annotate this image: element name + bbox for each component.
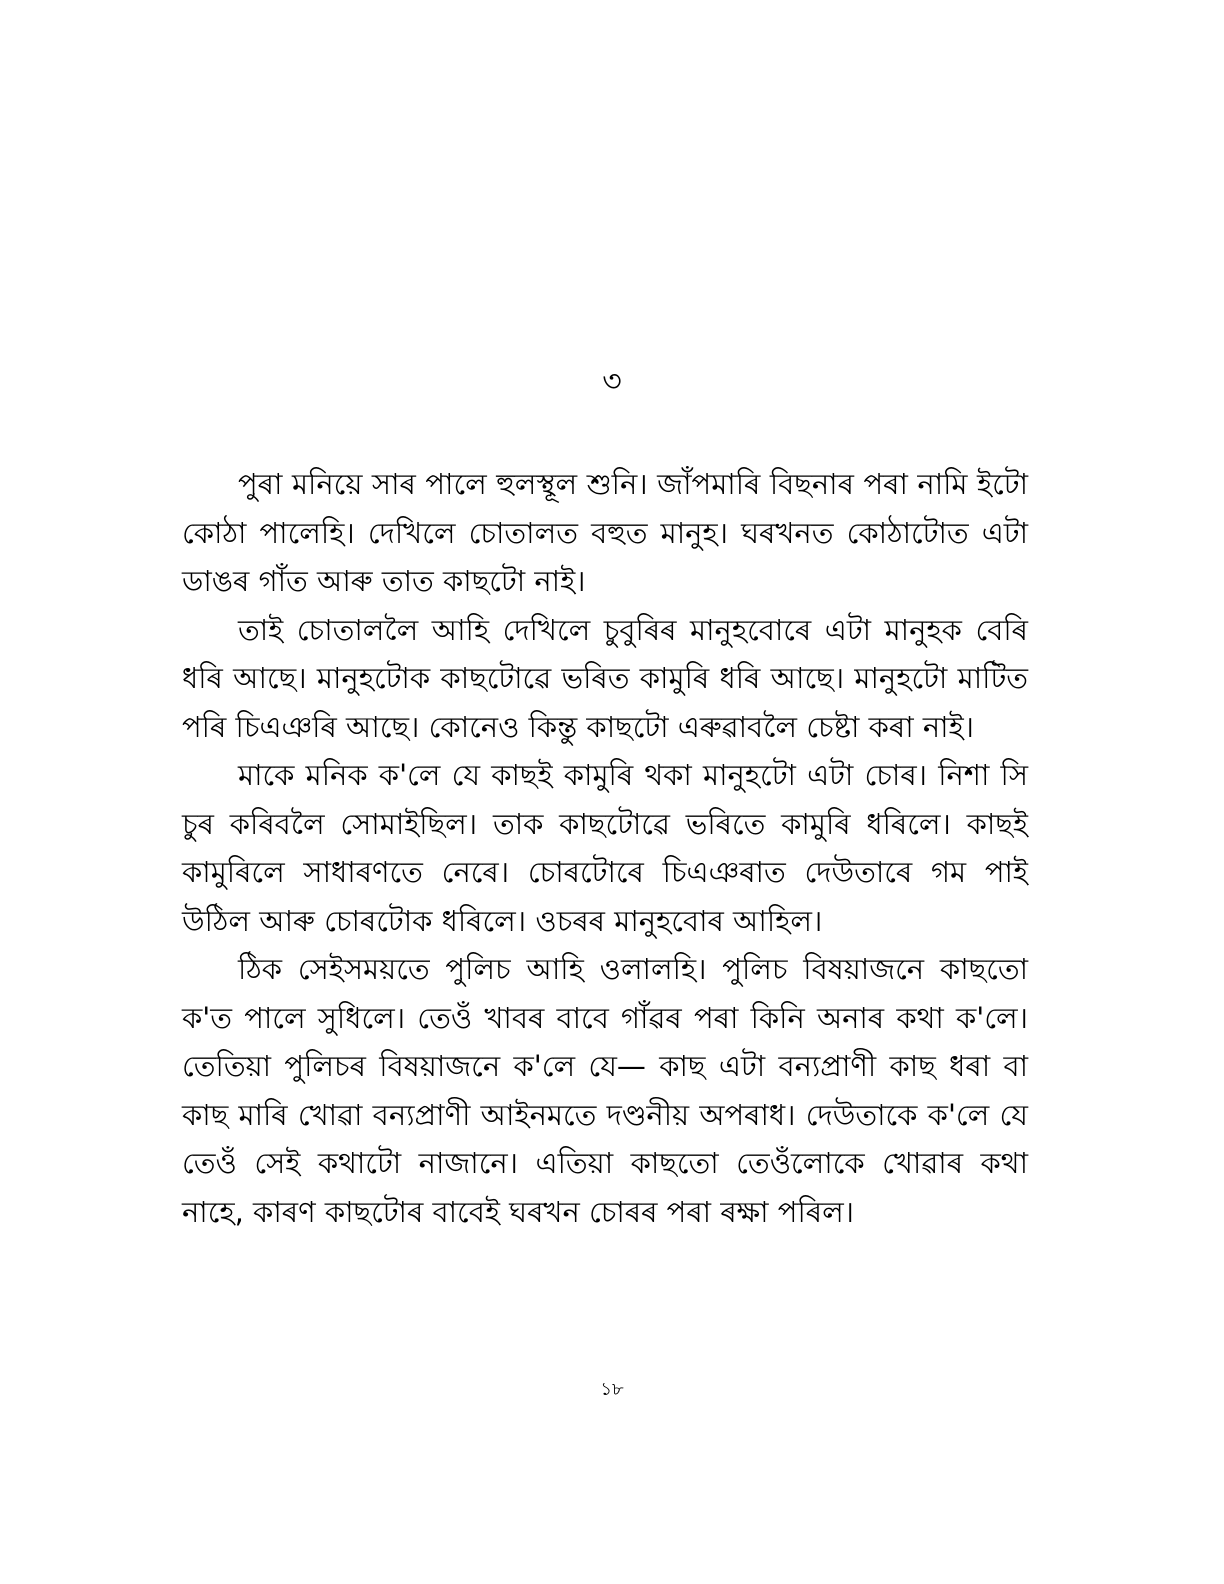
- chapter-number: ৩: [602, 364, 622, 399]
- paragraph: পুৰা মনিয়ে সাৰ পালে হুলস্থূল শুনি। জাঁপমাৰি বিছনাৰ পৰা নামি ইটো কোঠা পালেহি। দেখিলে চোতালত বহুত মানুহ। ঘৰখনত কোঠাটোত এটা ডাঙৰ গাঁত আৰু তাত কাছটো নাই।: [182, 467, 1028, 598]
- paragraph: তাই চোতাললৈ আহি দেখিলে চুবুৰিৰ মানুহবোৰে এটা মানুহক বেৰি ধৰি আছে। মানুহটোক কাছটোৱে ভৰিত কামুৰি ধৰি আছে। মানুহটো মাটিত পৰি চিএঞৰি আছে। কোনেও কিন্তু কাছটো এৰুৱাবলৈ চেষ্টা কৰা নাই।: [182, 612, 1028, 744]
- page-number: ১৮: [600, 1379, 624, 1400]
- story-text: [182, 460, 1028, 1236]
- paragraph: ঠিক সেইসময়তে পুলিচ আহি ওলালহি। পুলিচ বিষয়াজনে কাছতো ক'ত পালে সুধিলে। তেওঁ খাবৰ বাবে গাঁৱৰ পৰা কিনি অনাৰ কথা ক'লে। তেতিয়া পুলিচৰ বিষয়াজনে ক'লে যে— কাছ এটা বন্যপ্ৰাণী কাছ ধৰা বা কাছ মাৰি খোৱা বন্যপ্ৰাণী আইনমতে দণ্ডনীয় অপৰাধ। দেউতাকে ক'লে যে তেওঁ সেই কথাটো নাজানে। এতিয়া কাছতো তেওঁলোকে খোৱাৰ কথা নাহে, কাৰণ কাছটোৰ বাবেই ঘৰখন চোৰৰ পৰা ৰক্ষা পৰিল।: [182, 952, 1028, 1229]
- paragraph: মাকে মনিক ক'লে যে কাছই কামুৰি থকা মানুহটো এটা চোৰ। নিশা সি চুৰ কৰিবলৈ সোমাইছিল। তাক কাছটোৱে ভৰিতে কামুৰি ধৰিলে। কাছই কামুৰিলে সাধাৰণতে নেৰে। চোৰটোৰে চিএঞৰাত দেউতাৰে গম পাই উঠিল আৰু চোৰটোক ধৰিলে। ওচৰৰ মানুহবোৰ আহিল।: [182, 758, 1028, 938]
